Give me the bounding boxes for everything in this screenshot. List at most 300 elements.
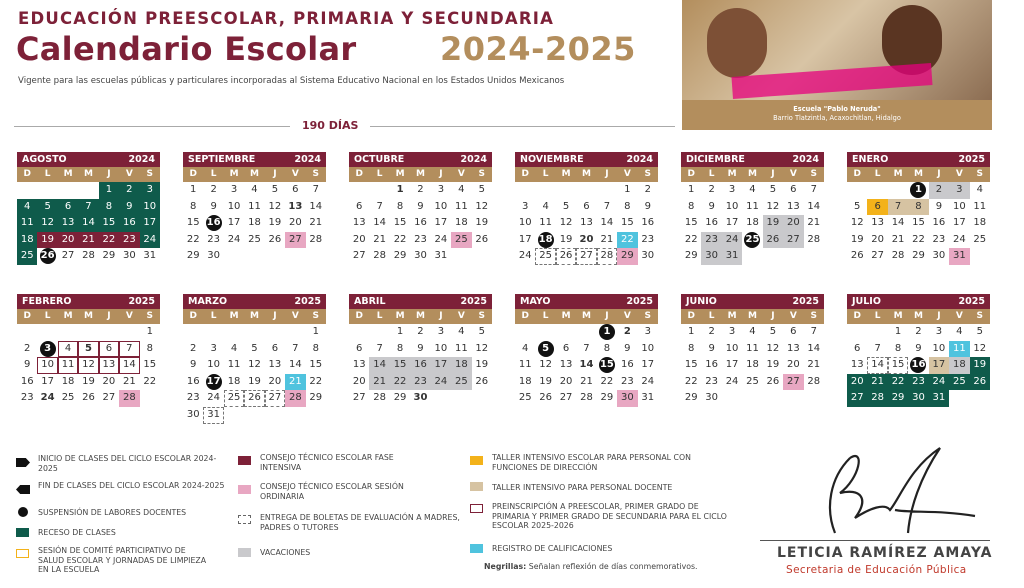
day-cell: 12: [766, 342, 780, 354]
day-cell: 4: [230, 342, 238, 354]
day-cell: 9: [417, 200, 424, 212]
weekday-label: S: [644, 169, 652, 179]
day-cell: 13: [850, 359, 864, 371]
legend-teacher-workshop: TALLER INTENSIVO PARA PERSONAL DOCENTE: [492, 483, 673, 492]
suspension-day: 26: [40, 248, 56, 264]
month-name: OCTUBRE: [354, 154, 405, 165]
weekday-label: D: [23, 169, 31, 179]
month-name: NOVIEMBRE: [520, 154, 584, 165]
day-grid: [349, 324, 492, 407]
day-cell: 30: [413, 392, 428, 404]
suspension-day: 5: [538, 341, 554, 357]
day-cell: 4: [458, 184, 465, 195]
day-cell: 23: [908, 374, 928, 391]
day-cell: 19: [82, 375, 95, 387]
day-cell: 19: [559, 233, 573, 245]
day-cell: 4: [749, 184, 756, 195]
month-year: 2025: [958, 296, 985, 307]
day-cell: 2: [119, 182, 139, 199]
day-cell: 1: [688, 184, 695, 195]
weekday-label: V: [623, 169, 631, 179]
day-cell: 4: [749, 326, 756, 337]
day-cell: 21: [309, 217, 323, 229]
weekday-label: L: [376, 169, 383, 179]
day-cell: 20: [559, 375, 573, 387]
day-cell: 13: [58, 215, 78, 232]
day-cell: 6: [356, 342, 363, 354]
weekday-label: M: [229, 311, 239, 321]
day-cell: 15: [684, 359, 698, 371]
day-grid: [183, 182, 326, 265]
grades-swatch: [470, 544, 483, 553]
day-cell: 5: [478, 184, 485, 195]
day-cell: 29: [309, 392, 323, 404]
weekday-label: S: [976, 169, 984, 179]
suspension-day: 17: [206, 374, 222, 390]
day-cell: 1: [146, 326, 153, 337]
day-cell: 3: [437, 184, 445, 195]
header-subtitle: EDUCACIÓN PREESCOLAR, PRIMARIA Y SECUNDARIA: [18, 9, 555, 28]
day-cell: 9: [644, 200, 651, 212]
day-cell: 17: [227, 217, 241, 229]
day-cell: 4: [542, 200, 549, 212]
weekday-label: M: [395, 311, 405, 321]
day-cell: 15: [186, 217, 200, 229]
month-year: 2025: [626, 296, 653, 307]
weekday-label: L: [708, 169, 715, 179]
weekday-label: L: [874, 169, 881, 179]
weekday-label: L: [210, 311, 217, 321]
day-cell: 11: [746, 200, 759, 212]
recess-swatch: [16, 528, 29, 537]
month-header: [681, 294, 824, 309]
day-cell: 7: [810, 326, 817, 337]
day-cell: 10: [725, 200, 739, 212]
weekday-label: V: [125, 311, 133, 321]
signatory-name: LETICIA RAMÍREZ AMAYA: [777, 545, 993, 561]
day-cell: 3: [728, 184, 736, 195]
month-enero: [847, 152, 990, 265]
day-cell: 2: [417, 326, 424, 337]
weekday-label: J: [771, 169, 775, 179]
day-cell: 30: [908, 390, 928, 407]
day-cell: 21: [807, 217, 821, 229]
weekday-label: L: [376, 311, 383, 321]
day-cell: 21: [78, 232, 98, 249]
weekday-header: [349, 309, 492, 324]
day-cell: 29: [393, 250, 407, 262]
day-cell: 27: [285, 232, 305, 249]
school-year: 2024-2025: [440, 30, 636, 68]
day-cell: 21: [891, 233, 905, 245]
day-grid: [681, 182, 824, 265]
day-cell: 15: [912, 217, 925, 229]
month-year: 2025: [128, 296, 155, 307]
day-cell: 3: [230, 184, 238, 195]
day-cell: 2: [24, 342, 31, 354]
weekday-label: J: [771, 311, 775, 321]
day-cell: 14: [288, 359, 302, 371]
weekday-header: [17, 167, 160, 182]
day-cell: 7: [292, 342, 299, 354]
day-cell: 28: [891, 250, 905, 262]
day-cell: 20: [102, 375, 116, 387]
day-cell: 10: [207, 359, 220, 371]
day-cell: 15: [620, 217, 634, 229]
month-julio: [847, 294, 990, 407]
weekday-header: [847, 167, 990, 182]
day-cell: 16: [705, 359, 718, 371]
weekday-label: V: [955, 169, 963, 179]
day-cell: 23: [932, 233, 946, 245]
day-cell: 21: [369, 374, 389, 391]
day-cell: 12: [475, 342, 489, 354]
day-cell: 27: [783, 374, 803, 391]
day-cell: 28: [373, 392, 386, 404]
month-header: [515, 152, 658, 167]
day-cell: 30: [617, 390, 637, 407]
photo-caption-title: Escuela "Pablo Neruda": [793, 105, 881, 113]
day-cell: 18: [227, 375, 241, 387]
weekday-header: [847, 309, 990, 324]
day-cell: 27: [352, 250, 366, 262]
day-cell: 21: [600, 233, 614, 245]
day-cell: 13: [99, 357, 119, 374]
day-cell: 12: [78, 357, 98, 374]
director-workshop-swatch: [470, 456, 483, 465]
day-cell: 6: [790, 184, 797, 195]
month-year: 2024: [460, 154, 487, 165]
month-name: JUNIO: [686, 296, 717, 307]
weekday-label: L: [210, 169, 217, 179]
day-cell: 15: [684, 217, 698, 229]
legend-report-cards: ENTREGA DE BOLETAS DE EVALUACIÓN A MADRES, PADRES O TUTORES: [260, 513, 460, 532]
legend-health-committee: SESIÓN DE COMITÉ PARTICIPATIVO DE SALUD ESCOLAR Y JORNADAS DE LIMPIEZA EN LA ESCUELA: [38, 546, 207, 574]
day-grid: [681, 324, 824, 407]
day-cell: 28: [309, 233, 323, 245]
day-cell: 20: [58, 232, 78, 249]
suspension-day: 25: [744, 232, 760, 248]
day-cell: 20: [288, 217, 302, 229]
day-cell: 25: [224, 390, 244, 407]
day-cell: 10: [725, 342, 739, 354]
day-cell: 23: [705, 375, 718, 387]
legend-director-workshop: TALLER INTENSIVO ESCOLAR PARA PERSONAL CON FUNCIONES DE DIRECCIÓN: [492, 453, 691, 472]
day-cell: 14: [369, 357, 389, 374]
day-cell: 16: [20, 375, 34, 387]
day-cell: 28: [119, 390, 139, 407]
day-cell: 21: [285, 374, 305, 391]
weekday-header: [681, 167, 824, 182]
note-text: Señalan reflexión de días conmemorativos.: [528, 562, 698, 571]
teacher-workshop-swatch: [470, 482, 483, 491]
legend-end: FIN DE CLASES DEL CICLO ESCOLAR 2024-2025: [38, 481, 225, 490]
day-cell: 7: [603, 200, 611, 212]
legend-col-1: [16, 452, 225, 582]
report-cards-swatch: [238, 515, 251, 524]
day-cell: 18: [746, 359, 759, 371]
day-cell: 26: [556, 248, 576, 265]
day-cell: 19: [475, 359, 489, 371]
school-days-count: 190 DÍAS: [290, 119, 370, 132]
day-cell: [535, 341, 555, 358]
day-cell: 9: [119, 199, 139, 216]
day-cell: 7: [810, 184, 817, 195]
day-cell: 17: [140, 215, 160, 232]
day-cell: 22: [617, 232, 637, 249]
weekday-label: S: [810, 311, 818, 321]
day-cell: 24: [431, 374, 451, 391]
day-cell: 25: [535, 248, 555, 265]
day-cell: 18: [973, 217, 987, 229]
day-cell: 12: [475, 200, 489, 212]
day-cell: 13: [786, 200, 800, 212]
weekday-label: M: [914, 169, 923, 179]
day-cell: 27: [352, 392, 366, 404]
day-cell: 23: [414, 233, 427, 245]
legend-col-3: [470, 452, 730, 582]
day-cell: 27: [783, 232, 803, 249]
day-cell: 10: [37, 357, 57, 374]
suspension-day: 3: [40, 341, 56, 357]
day-cell: 28: [807, 375, 821, 387]
day-cell: 20: [871, 233, 884, 245]
day-cell: 7: [888, 199, 908, 216]
day-cell: 18: [61, 375, 75, 387]
weekday-label: M: [250, 311, 259, 321]
day-cell: 22: [390, 374, 410, 391]
day-cell: 17: [641, 359, 655, 371]
day-cell: 3: [140, 182, 160, 199]
day-cell: 14: [807, 342, 821, 354]
day-cell: 5: [976, 326, 983, 337]
day-cell: 20: [352, 233, 366, 245]
suspension-day: 18: [538, 232, 554, 248]
weekday-label: S: [146, 169, 154, 179]
end-arrow-icon: [16, 485, 30, 494]
day-cell: 18: [454, 217, 468, 229]
month-header: [17, 294, 160, 309]
day-cell: 7: [78, 199, 98, 216]
day-cell: 27: [871, 250, 884, 262]
day-cell: 25: [17, 248, 37, 265]
day-cell: 26: [766, 375, 780, 387]
weekday-label: D: [521, 311, 529, 321]
day-cell: 8: [146, 342, 153, 354]
day-cell: 8: [312, 342, 319, 354]
day-cell: 24: [227, 233, 241, 245]
day-cell: 12: [973, 342, 987, 354]
month-name: MAYO: [520, 296, 551, 307]
weekday-label: M: [84, 169, 93, 179]
day-cell: 17: [725, 359, 739, 371]
day-cell: 10: [434, 342, 448, 354]
day-cell: 15: [143, 359, 157, 371]
weekday-label: S: [478, 169, 486, 179]
day-cell: 5: [251, 342, 258, 354]
day-cell: 13: [268, 359, 282, 371]
day-cell: 8: [396, 200, 404, 212]
day-cell: 7: [376, 342, 383, 354]
day-cell: 1: [396, 184, 404, 195]
day-cell: 24: [725, 375, 739, 387]
day-cell: 21: [807, 359, 821, 371]
month-header: [183, 152, 326, 167]
weekday-label: M: [416, 169, 425, 179]
weekday-label: L: [44, 311, 51, 321]
day-cell: 29: [888, 390, 908, 407]
day-cell: 11: [949, 341, 969, 358]
day-cell: 27: [559, 392, 573, 404]
day-cell: 8: [99, 199, 119, 216]
weekday-label: M: [229, 169, 239, 179]
day-cell: 22: [186, 233, 200, 245]
day-cell: 24: [434, 233, 448, 245]
day-cell: 19: [763, 215, 783, 232]
day-cell: 13: [352, 217, 366, 229]
day-cell: 20: [352, 375, 366, 387]
cte-ordinary-swatch: [238, 485, 251, 494]
day-cell: 24: [140, 232, 160, 249]
day-cell: 25: [949, 374, 969, 391]
weekday-label: S: [976, 311, 984, 321]
day-cell: 22: [684, 375, 698, 387]
day-cell: 22: [393, 233, 407, 245]
suspension-day: 15: [599, 357, 615, 373]
day-cell: 30: [207, 250, 220, 262]
day-cell: 7: [874, 342, 881, 354]
weekday-header: [183, 309, 326, 324]
weekday-label: J: [273, 311, 277, 321]
weekday-header: [183, 167, 326, 182]
day-cell: 28: [867, 390, 887, 407]
day-cell: 3: [728, 326, 736, 337]
day-cell: 27: [102, 392, 116, 404]
day-cell: 19: [475, 217, 489, 229]
day-cell: 16: [705, 217, 718, 229]
day-cell: 15: [393, 217, 407, 229]
day-cell: 25: [451, 374, 471, 391]
day-cell: 12: [539, 359, 552, 371]
month-year: 2024: [128, 154, 155, 165]
day-cell: 30: [932, 250, 946, 262]
day-cell: 2: [644, 184, 651, 195]
weekday-label: M: [727, 311, 737, 321]
month-header: [515, 294, 658, 309]
day-cell: 4: [976, 184, 983, 195]
weekday-label: M: [914, 311, 923, 321]
day-cell: 16: [410, 357, 430, 374]
day-cell: 28: [597, 248, 617, 265]
day-cell: 28: [580, 392, 593, 404]
month-header: [183, 294, 326, 309]
day-cell: [535, 232, 555, 249]
day-cell: 11: [746, 342, 759, 354]
day-cell: 21: [867, 374, 887, 391]
weekday-label: D: [189, 311, 197, 321]
day-cell: 4: [251, 184, 258, 195]
day-cell: 8: [908, 199, 928, 216]
day-cell: 11: [454, 342, 468, 354]
day-cell: 13: [786, 342, 800, 354]
suspension-day: 16: [206, 215, 222, 231]
day-cell: [37, 248, 57, 265]
weekday-label: S: [810, 169, 818, 179]
suspension-dot-icon: [18, 507, 28, 517]
weekday-label: D: [687, 311, 695, 321]
day-cell: 30: [186, 408, 200, 420]
month-header: [349, 294, 492, 309]
day-cell: 17: [434, 217, 448, 229]
weekday-header: [17, 309, 160, 324]
day-cell: [203, 374, 223, 391]
day-cell: 29: [617, 248, 637, 265]
day-cell: 29: [684, 250, 698, 262]
day-cell: 10: [434, 200, 448, 212]
day-cell: 25: [973, 233, 987, 245]
day-cell: 5: [271, 184, 279, 195]
legend-start: INICIO DE CLASES DEL CICLO ESCOLAR 2024-2025: [38, 454, 217, 473]
day-cell: 5: [854, 200, 861, 212]
weekday-label: D: [853, 311, 861, 321]
day-cell: 2: [708, 326, 715, 337]
day-cell: 23: [20, 392, 34, 404]
day-cell: 26: [763, 232, 783, 249]
health-committee-swatch: [16, 549, 29, 558]
weekday-label: M: [250, 169, 259, 179]
weekday-label: V: [623, 311, 631, 321]
day-grid: [17, 182, 160, 265]
weekday-label: L: [542, 169, 549, 179]
day-cell: 2: [929, 182, 949, 199]
day-cell: 14: [373, 217, 386, 229]
day-cell: 27: [576, 248, 596, 265]
day-cell: 19: [539, 375, 552, 387]
month-name: SEPTIEMBRE: [188, 154, 256, 165]
day-cell: 8: [894, 342, 902, 354]
day-cell: 1: [688, 326, 695, 337]
day-cell: 12: [268, 200, 282, 212]
weekday-label: L: [542, 311, 549, 321]
day-cell: 26: [475, 233, 489, 245]
day-cell: 21: [373, 233, 386, 245]
day-cell: 8: [624, 200, 631, 212]
day-cell: 4: [522, 342, 529, 354]
day-cell: 25: [248, 233, 261, 245]
day-cell: 10: [952, 200, 966, 212]
day-cell: 15: [888, 357, 908, 374]
day-cell: 17: [929, 357, 949, 374]
day-cell: 4: [458, 326, 465, 337]
day-cell: 31: [203, 407, 223, 424]
day-cell: 23: [186, 392, 200, 404]
page-title: Calendario Escolar: [16, 30, 357, 68]
day-cell: 9: [915, 342, 922, 354]
day-cell: 11: [17, 215, 37, 232]
weekday-label: J: [107, 169, 111, 179]
day-cell: 29: [684, 392, 698, 404]
day-cell: 22: [684, 233, 698, 245]
day-cell: 30: [414, 250, 427, 262]
day-cell: 28: [373, 250, 386, 262]
month-header: [17, 152, 160, 167]
day-cell: 20: [579, 233, 594, 245]
day-cell: 18: [746, 217, 759, 229]
weekday-label: J: [439, 169, 443, 179]
day-cell: 5: [769, 184, 777, 195]
day-cell: 26: [475, 375, 489, 387]
weekday-label: D: [687, 169, 695, 179]
